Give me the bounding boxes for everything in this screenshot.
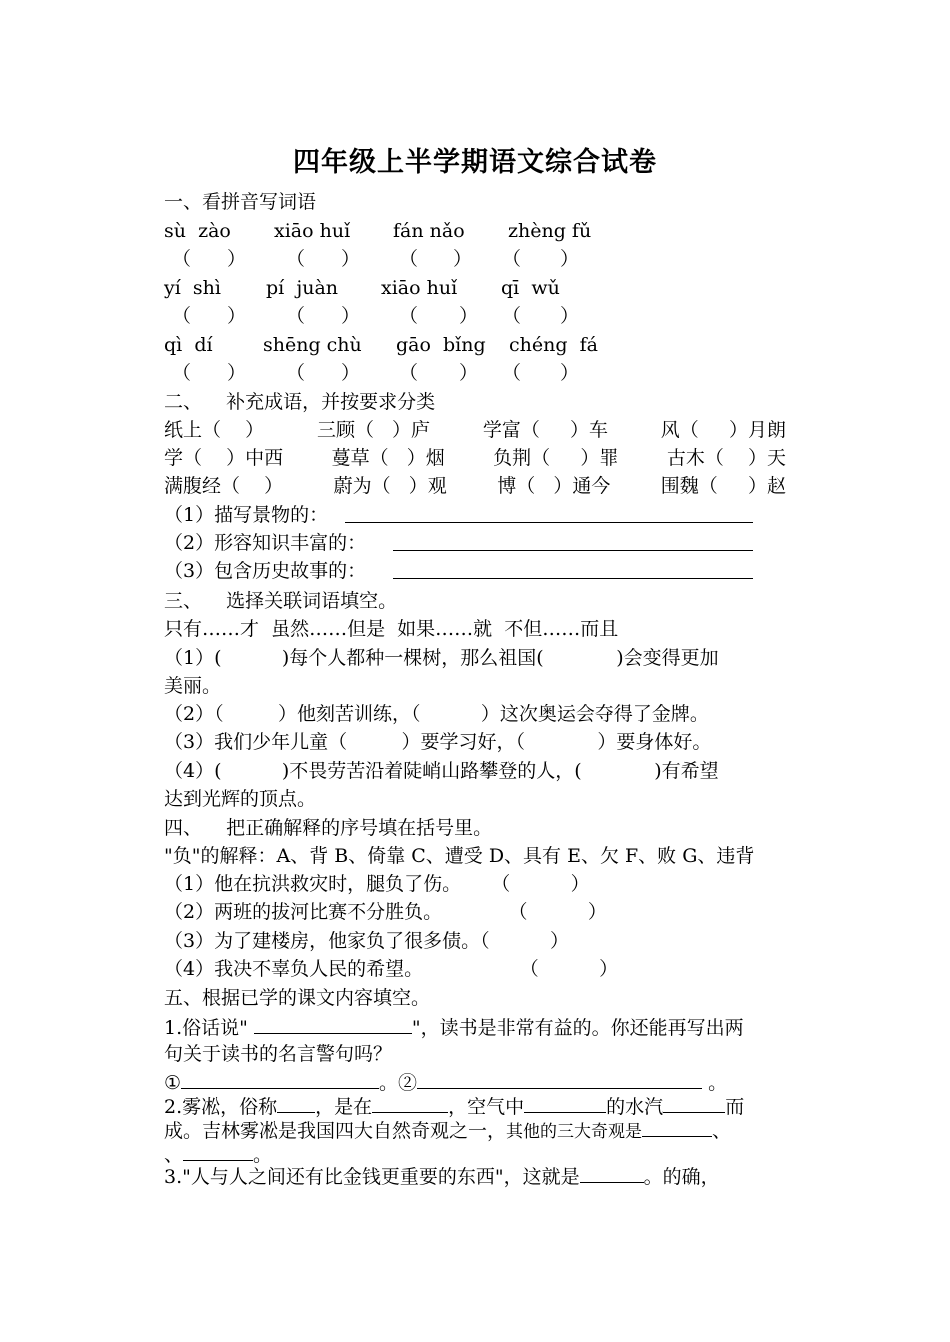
pinyin: sù zào xyxy=(164,220,231,242)
answer-blank xyxy=(183,1140,253,1161)
text: 3."人与人之间还有比金钱更重要的东西"，这就是 xyxy=(164,1166,580,1188)
answer-paren-close: ） xyxy=(453,248,473,270)
classify-question: （2）形容知识丰富的： xyxy=(164,532,367,554)
pinyin: xiāo huǐ xyxy=(274,220,351,242)
idiom-row xyxy=(164,445,786,471)
text: "，读书是非常有益的。你还能再写出两 xyxy=(411,1017,744,1039)
answer-paren-open: （ xyxy=(286,248,306,270)
idiom-row xyxy=(164,417,786,443)
classify-question: （3）包含历史故事的： xyxy=(164,560,367,582)
answer-paren-open: （ xyxy=(399,248,419,270)
pinyin: fán nǎo xyxy=(393,220,465,242)
pinyin: qì dí xyxy=(164,334,213,356)
idiom-item: 蔓草（ ）烟 xyxy=(331,447,445,469)
answer-blank xyxy=(417,1068,702,1089)
connective-question: （2）（ ）他刻苦训练，（ ）这次奥运会夺得了金牌。 xyxy=(164,703,709,725)
idiom-item: 学（ ）中西 xyxy=(164,447,284,469)
text: 而 xyxy=(725,1096,745,1118)
idiom-row xyxy=(164,473,786,499)
text: ，空气中 xyxy=(448,1096,525,1118)
answer-paren-open: （ xyxy=(286,305,306,327)
answer-blank xyxy=(580,1162,644,1183)
page-title: 四年级上半学期语文综合试卷 xyxy=(293,147,657,178)
pinyin: shēng chù xyxy=(263,334,362,356)
definition-question: （2）两班的拔河比赛不分胜负。 （ ） xyxy=(164,901,607,923)
answer-paren-close: ） xyxy=(227,362,247,384)
idiom-item: 围魏（ ）赵 xyxy=(660,475,786,497)
answer-paren-open: （ xyxy=(172,248,192,270)
text: 。 xyxy=(253,1144,273,1166)
section-5-heading: 五、根据已学的课文内容填空。 xyxy=(164,987,431,1009)
text: 。的确， xyxy=(643,1166,720,1188)
connective-question: （4）( )不畏劳苦沿着陡峭山路攀登的人，( )有希望 xyxy=(164,760,719,782)
text: 其他的三大奇观是 xyxy=(506,1122,643,1142)
pinyin: zhèng fǔ xyxy=(508,220,592,242)
answer-paren-close: ） xyxy=(341,305,361,327)
idiom-item: 博（ ）通今 xyxy=(497,475,611,497)
text: 的水汽 xyxy=(606,1096,664,1118)
answer-blank xyxy=(393,550,753,551)
answer-paren-open: （ xyxy=(399,305,419,327)
connective-options: 只有……才 虽然……但是 如果……就 不但……而且 xyxy=(164,618,619,640)
answer-paren-close: ） xyxy=(560,248,580,270)
answer-paren-close: ） xyxy=(227,248,247,270)
answer-paren-open: （ xyxy=(502,248,522,270)
pinyin: qī wǔ xyxy=(501,277,560,299)
text: 。② xyxy=(379,1072,418,1094)
text: 2.雾凇，俗称 xyxy=(164,1096,278,1118)
answer-paren-open: （ xyxy=(172,305,192,327)
answer-paren-close: ） xyxy=(227,305,247,327)
answer-blank xyxy=(181,1068,379,1089)
pinyin: yí shì xyxy=(164,277,221,299)
fill-question: 句关于读书的名言警句吗？ xyxy=(164,1043,393,1065)
answer-blank xyxy=(524,1092,606,1113)
definition-question: （1）他在抗洪救灾时，腿负了伤。 （ ） xyxy=(164,873,590,895)
idiom-item: 学富（ ）车 xyxy=(482,419,609,441)
answer-blank xyxy=(277,1092,315,1113)
section-3-heading: 三、 选择关联词语填空。 xyxy=(164,590,398,612)
answer-paren-open: （ xyxy=(399,362,419,384)
idiom-item: 蔚为（ ）观 xyxy=(333,475,447,497)
text: ，是在 xyxy=(315,1096,373,1118)
answer-paren-open: （ xyxy=(502,305,522,327)
text: 。 xyxy=(702,1072,728,1094)
answer-paren-close: ） xyxy=(341,362,361,384)
pinyin: pí juàn xyxy=(266,277,339,299)
idiom-item: 古木（ ）天 xyxy=(666,447,786,469)
fill-question xyxy=(164,1013,744,1041)
classify-question: （1）描写景物的： xyxy=(164,504,329,526)
text: 成。吉林雾凇是我国四大自然奇观之一， xyxy=(164,1120,507,1142)
idiom-item: 风（ ）月朗 xyxy=(660,419,786,441)
fill-question xyxy=(164,1162,720,1190)
idiom-item: 负荆（ ）罪 xyxy=(493,447,619,469)
answer-paren-close: ） xyxy=(560,362,580,384)
idiom-item: 满腹经（ ） xyxy=(164,475,284,497)
section-4-heading: 四、 把正确解释的序号填在括号里。 xyxy=(164,817,493,839)
connective-question: 达到光辉的顶点。 xyxy=(164,788,317,810)
answer-blank xyxy=(642,1116,712,1137)
text: 1.俗话说" xyxy=(164,1017,254,1039)
answer-paren-close: ） xyxy=(560,305,580,327)
section-1-heading: 一、看拼音写词语 xyxy=(164,191,317,213)
idiom-item: 纸上（ ） xyxy=(164,419,265,441)
connective-question: （3）我们少年儿童（ ）要学习好，（ ）要身体好。 xyxy=(164,731,712,753)
answer-paren-close: ） xyxy=(459,362,479,384)
answer-blank xyxy=(393,578,753,579)
pinyin: chéng fá xyxy=(509,334,598,356)
section-2-heading: 二、 补充成语，并按要求分类 xyxy=(164,391,436,413)
connective-question: （1）( )每个人都种一棵树，那么祖国( )会变得更加 xyxy=(164,647,719,669)
pinyin: gāo bǐng xyxy=(396,334,486,356)
answer-paren-open: （ xyxy=(502,362,522,384)
answer-blank xyxy=(254,1013,412,1034)
answer-paren-open: （ xyxy=(286,362,306,384)
definition-question: （3）为了建楼房，他家负了很多债。（ ） xyxy=(164,930,569,952)
circled-number-1: ① xyxy=(164,1072,182,1094)
definition-question: （4）我决不辜负人民的希望。 （ ） xyxy=(164,958,619,980)
definition-list: "负"的解释：A、背 B、倚靠 C、遭受 D、具有 E、欠 F、败 G、违背 xyxy=(164,845,755,867)
answer-blank xyxy=(372,1092,448,1113)
answer-blank xyxy=(345,522,753,523)
answer-blank xyxy=(663,1092,725,1113)
text: 、 xyxy=(164,1144,184,1166)
answer-paren-open: （ xyxy=(172,362,192,384)
connective-question: 美丽。 xyxy=(164,675,222,697)
idiom-item: 三顾（ ）庐 xyxy=(316,419,431,441)
pinyin: xiāo huǐ xyxy=(381,277,458,299)
text: 、 xyxy=(712,1120,732,1142)
answer-paren-close: ） xyxy=(459,305,479,327)
answer-paren-close: ） xyxy=(341,248,361,270)
